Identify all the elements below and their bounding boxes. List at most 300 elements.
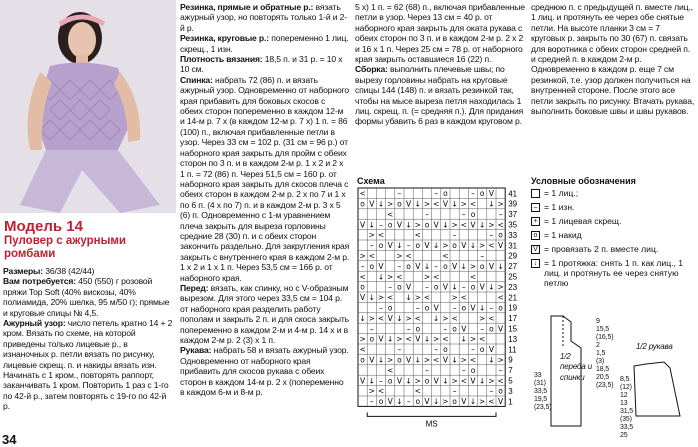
chart-cell-symbol: > xyxy=(423,272,431,282)
chart-row-number: 25 xyxy=(508,272,518,282)
chart-cell-symbol: V xyxy=(433,220,439,230)
chart-cell-symbol: ↓ xyxy=(405,376,412,386)
chart-cell-symbol: < xyxy=(359,189,366,199)
chart-cell-symbol: – xyxy=(452,386,457,396)
chart-cell-symbol: < xyxy=(442,251,449,261)
chart-cell-symbol: o xyxy=(498,386,503,396)
dimension-label: 2 xyxy=(596,342,600,349)
chart-cell-symbol: o xyxy=(424,220,430,230)
paragraph-heading: Резинка, круговые р.: xyxy=(180,33,269,44)
dimension-label: 25 xyxy=(620,432,628,439)
chart-cell-symbol: V xyxy=(442,199,448,209)
chart-cell-symbol: > xyxy=(423,355,431,365)
chart-cell-symbol: V xyxy=(442,282,448,292)
chart-cell-symbol: ↓ xyxy=(359,313,366,323)
chart-cell-symbol: ↓ xyxy=(488,355,495,365)
chart-cell-symbol: V xyxy=(498,324,504,334)
paragraph xyxy=(355,64,525,126)
legend-symbol xyxy=(531,189,540,198)
chart-cell-symbol: ↓ xyxy=(488,199,495,209)
dimension-label: 19,5 xyxy=(534,396,548,403)
dimension-label: (16,5) xyxy=(596,334,614,341)
chart-cell-symbol: o xyxy=(470,209,476,219)
dimension-label: 9 xyxy=(596,318,600,325)
chart-cell-symbol: < xyxy=(433,272,440,282)
dimension-label: (31) xyxy=(534,380,546,387)
chart-cell-symbol: > xyxy=(488,220,495,230)
chart-cell-symbol: o xyxy=(489,324,494,334)
chart-cell-symbol: – xyxy=(425,365,429,375)
chart-cell-symbol: o xyxy=(470,282,476,292)
chart-cell-symbol: < xyxy=(359,345,366,355)
model-title: Модель 14 xyxy=(4,218,83,235)
paragraph-heading: Перед: xyxy=(180,282,209,293)
chart-cell-symbol: ↓ xyxy=(396,313,403,323)
model-subtitle-2: ромбами xyxy=(4,248,56,260)
chart-cell-symbol: o xyxy=(443,345,448,355)
legend-symbol: o xyxy=(531,231,540,240)
paragraph xyxy=(180,33,350,54)
chart-cell-symbol: V xyxy=(415,261,421,271)
dimension-label: 33 xyxy=(534,372,542,379)
chart-cell-symbol: > xyxy=(497,282,504,292)
chart-cell-symbol: > xyxy=(359,251,366,261)
chart-cell-symbol: V xyxy=(470,376,476,386)
chart-cell-symbol: ↓ xyxy=(387,334,394,344)
chart-row-number: 39 xyxy=(508,199,518,209)
paragraph-text: вязать ажурный узор, но повторять только 1-й и 2-й р. xyxy=(180,2,347,33)
legend-symbol: ↓ xyxy=(531,259,540,268)
chart-cell-symbol: > xyxy=(387,272,394,282)
chart-cell-symbol: V xyxy=(396,220,402,230)
chart-cell-symbol: V xyxy=(360,293,366,303)
chart-cell-symbol: > xyxy=(368,313,375,323)
chart-cell-symbol: V xyxy=(406,355,412,365)
chart-cell-symbol: – xyxy=(452,230,457,240)
chart-cell-symbol: V xyxy=(442,355,448,365)
chart-cell-symbol: > xyxy=(377,293,385,303)
chart-cell-symbol: ↓ xyxy=(368,376,375,386)
column-1 xyxy=(3,266,175,434)
chart-cell-symbol: o xyxy=(387,220,393,230)
chart-cell-symbol: o xyxy=(397,282,402,292)
chart-cell-symbol: > xyxy=(359,334,366,344)
chart-cell-symbol: V xyxy=(360,376,366,386)
chart-cell-symbol: V xyxy=(387,313,393,323)
chart-cell-symbol: o xyxy=(479,261,485,271)
chart-cell-symbol: > xyxy=(387,355,394,365)
rapport-bracket xyxy=(367,412,496,416)
chart-cell-symbol: o xyxy=(369,261,375,271)
chart-cell-symbol: V xyxy=(479,282,485,292)
chart-cell-symbol: V xyxy=(470,303,476,313)
chart-cell-symbol: o xyxy=(397,355,402,365)
chart-cell-symbol: > xyxy=(414,376,421,386)
paragraph-text: выполнить плечевые швы; по вырезу горловины набрать на круговые спицы 144 (148) п. и вязать резинкой так, чтобы на мысе выреза петля находилась 1 лиц. скрещ. п. (= средняя п.). Для придания формы убавить 6 раз в каждом круговом р. xyxy=(355,64,524,127)
chart-cell-symbol: ↓ xyxy=(368,220,375,230)
chart-cell-symbol: > xyxy=(497,199,504,209)
chart-cell-symbol: V xyxy=(387,241,393,251)
chart-cell-symbol: V xyxy=(369,355,375,365)
chart-cell-symbol: < xyxy=(368,251,375,261)
body-schematic-label: 1/2 переда и спинки xyxy=(560,352,592,382)
paragraph-text: попеременно 1 лиц. скрещ., 1 изн. xyxy=(180,33,349,54)
paragraph xyxy=(180,345,350,397)
paragraph-text: набрать 58 и вязать ажурный узор. Одновременно от наборного края прибавить для скосов рукава с обеих сторон в каждом 14-м р. 2 х (попеременно в каждом 6-м и 8-м р. xyxy=(180,345,349,398)
chart-cell-symbol: V xyxy=(433,376,439,386)
paragraph xyxy=(180,2,350,33)
chart-cell-symbol: o xyxy=(498,303,503,313)
chart-cell-symbol: – xyxy=(406,397,411,407)
dimension-label: (12) xyxy=(620,384,632,391)
paragraph xyxy=(355,2,525,64)
column-3 xyxy=(355,2,525,168)
chart-cell-symbol: ↓ xyxy=(479,220,486,230)
paragraph-heading: Резинка, прямые и обратные р.: xyxy=(180,2,314,12)
chart-row-number: 31 xyxy=(508,241,518,251)
chart-cell-symbol: – xyxy=(452,303,457,313)
dimension-label: (3) xyxy=(596,358,605,365)
chart-row-number: 21 xyxy=(508,293,518,303)
chart-cell-symbol: V xyxy=(387,397,393,407)
chart-cell-symbol: o xyxy=(406,261,411,271)
chart-cell-symbol: ↓ xyxy=(451,282,458,292)
chart-cell-symbol: < xyxy=(405,334,412,344)
chart-cell-symbol: > xyxy=(442,397,449,407)
chart-row-number: 7 xyxy=(508,366,513,376)
chart-row-number: 35 xyxy=(508,220,518,230)
chart-cell-symbol: o xyxy=(452,397,457,407)
chart-cell-symbol: V xyxy=(369,199,375,209)
sleeve-dims xyxy=(620,376,696,440)
chart-cell-symbol: < xyxy=(423,293,431,303)
chart-cell-symbol: – xyxy=(489,230,494,240)
chart-cell-symbol: ↓ xyxy=(368,293,375,303)
legend-symbol: V xyxy=(531,245,540,254)
chart-cell-symbol: < xyxy=(497,220,504,230)
dimension-label: (23,5) xyxy=(596,382,614,389)
chart-cell-symbol: V xyxy=(470,220,476,230)
legend-text: = 1 лиц.; xyxy=(544,188,579,198)
paragraph xyxy=(180,283,350,345)
chart-cell-symbol: o xyxy=(424,303,430,313)
legend-title: Условные обозначения xyxy=(531,176,636,186)
paragraph xyxy=(180,54,350,75)
chart-cell-symbol: < xyxy=(433,355,440,365)
chart-cell-symbol: – xyxy=(406,241,411,251)
chart-cell-symbol: > xyxy=(479,313,486,323)
chart-cell-symbol: > xyxy=(414,293,421,303)
dimension-label: 15,5 xyxy=(596,326,610,333)
chart-cell-symbol: < xyxy=(469,272,477,282)
model-photo xyxy=(0,0,176,213)
column-2 xyxy=(180,2,350,442)
chart-cell-symbol: < xyxy=(488,241,495,251)
chart-cell-symbol: < xyxy=(377,230,385,240)
chart-cell-symbol: o xyxy=(433,282,439,292)
chart-cell-symbol: > xyxy=(488,376,495,386)
paragraph xyxy=(3,276,175,318)
chart-row-number: 17 xyxy=(508,314,518,324)
paragraph-text: 450 (550) г розовой пряжи Top Soft (40% вискозы, 40% полиамида, 20% шелка, 95 м/50 г); прямые и круговые спицы № 4,5. xyxy=(3,276,170,318)
woman-in-lilac-sweater-icon xyxy=(0,0,176,213)
chart-cell-symbol: ↓ xyxy=(469,397,477,407)
chart-cell-symbol: – xyxy=(397,345,402,355)
chart-row-number: 13 xyxy=(508,334,518,344)
chart-cell-symbol: – xyxy=(489,303,494,313)
paragraph-heading: Плотность вязания: xyxy=(180,54,263,65)
chart-cell-symbol: ↓ xyxy=(488,282,495,292)
chart-cell-symbol: – xyxy=(397,189,402,199)
chart-cell-symbol: – xyxy=(480,251,485,261)
chart-cell-symbol: o xyxy=(443,189,448,199)
chart-cell-symbol: – xyxy=(480,324,485,334)
chart-cell-symbol: > xyxy=(460,355,467,365)
chart-cell-symbol: V xyxy=(406,199,412,209)
dimension-label: 1,5 xyxy=(596,350,606,357)
chart-cell-symbol: ↓ xyxy=(451,199,458,209)
chart-cell-symbol: V xyxy=(488,345,494,355)
chart-cell-symbol: < xyxy=(359,272,366,282)
chart-row-number: 19 xyxy=(508,303,518,313)
chart-cell-symbol: < xyxy=(387,365,394,375)
chart-cell-symbol: V xyxy=(415,334,421,344)
chart-cell-symbol: – xyxy=(461,282,466,292)
chart-cell-symbol: – xyxy=(379,303,383,313)
paragraph-heading: Размеры: xyxy=(3,266,43,276)
chart-cell-symbol: o xyxy=(415,324,421,334)
paragraph-text: среднюю п. с предыдущей п. вместе лиц., 1 лиц. и протянуть ее через обе снятые петли. На высоте планки 3 см = 7 круговых р. закрыть по 30 (67) п. связать для воротника с обеих сторон средней п. и средней п. в каждом 2-м р. Одновременно в каждом р. еще 7 см резинкой, т.е. узор должен получиться на внутренней стороне. После этого все петли закрыть по рисунку. Втачать рукава, выполнить боковые швы и швы рукавов. xyxy=(531,2,695,117)
paragraph-heading: Спинка: xyxy=(180,74,213,85)
body-dims-2 xyxy=(534,372,556,412)
legend-text: = провязать 2 п. вместе лиц. xyxy=(544,244,659,254)
chart-cell-symbol: o xyxy=(360,355,365,365)
chart-cell-symbol: – xyxy=(489,386,494,396)
knitting-chart xyxy=(356,186,530,432)
chart-cell-symbol: > xyxy=(469,261,477,271)
chart-cell-symbol: < xyxy=(387,209,394,219)
chart-cell-symbol: – xyxy=(434,345,439,355)
legend-text: = 1 изн. xyxy=(544,202,575,212)
legend-text: = 1 протяжка: снять 1 п. как лиц., 1 лиц. и протянуть ее через снятую петлю xyxy=(544,258,684,288)
chart-cell-symbol: > xyxy=(451,220,458,230)
paragraph-text: вязать, как спинку, но с V-образным вырезом. Для этого через 33,5 см = 104 р. от наборного края разделить работу пополам и закрыть 2 п. и для скоса закрыть попеременно в каждом 2-м и 4-м р. 14 х и в каждом 2-м р. 2 (3) х 1 п. xyxy=(180,282,349,345)
chart-cell-symbol: V xyxy=(406,282,412,292)
chart-cell-symbol: o xyxy=(397,199,402,209)
chart-cell-symbol: – xyxy=(471,345,475,355)
chart-cell-symbol: – xyxy=(379,220,383,230)
chart-cell-symbol: > xyxy=(396,251,403,261)
chart-cell-symbol: o xyxy=(360,199,365,209)
chart-cell-symbol: ↓ xyxy=(405,293,412,303)
chart-cell-symbol: ↓ xyxy=(433,313,440,323)
chart-cell-symbol: V xyxy=(498,397,504,407)
paragraph-text: 5 х) 1 п. = 62 (68) п., включая прибавленные петли в узор. Через 13 см = 40 р. от наборного края закрыть для оката рукава с обеих сторон по 3 п. и в каждом 2-м р. 2 х 2 и 16 х 1 п. Через 25 см = 78 р. от наборного края закрыть оставшиеся 16 (22) п. xyxy=(355,2,525,65)
chart-cell-symbol: > xyxy=(423,199,431,209)
chart-cell-symbol: < xyxy=(414,386,421,396)
chart-cell-symbol: V xyxy=(424,397,430,407)
chart-cell-symbol: < xyxy=(460,376,467,386)
rapport-label: MS xyxy=(425,419,438,429)
chart-cell-symbol: > xyxy=(469,334,477,344)
chart-cell-symbol: V xyxy=(378,261,384,271)
chart-cell-symbol: > xyxy=(414,220,421,230)
chart-cell-symbol: o xyxy=(369,334,375,344)
legend-symbol: – xyxy=(531,203,540,212)
chart-cell-symbol: V xyxy=(424,241,430,251)
chart-cell-symbol: > xyxy=(442,313,449,323)
chart-title: Схема xyxy=(357,176,385,186)
paragraph-heading: Ажурный узор: xyxy=(3,318,66,329)
chart-cell-symbol: < xyxy=(396,272,403,282)
chart-cell-symbol: ↓ xyxy=(377,272,385,282)
column-4 xyxy=(531,2,695,168)
chart-cell-symbol: – xyxy=(388,282,393,292)
chart-cell-symbol: < xyxy=(414,230,421,240)
chart-cell-symbol: V xyxy=(433,303,439,313)
chart-row-number: 23 xyxy=(508,282,518,292)
chart-cell-symbol: V xyxy=(396,376,402,386)
chart-cell-symbol: – xyxy=(406,324,411,334)
chart-cell-symbol: < xyxy=(469,199,477,209)
chart-row-number: 27 xyxy=(508,262,518,272)
chart-cell-symbol: > xyxy=(368,230,375,240)
chart-cell-symbol: < xyxy=(460,293,467,303)
chart-cell-symbol: > xyxy=(479,241,486,251)
chart-cell-symbol: ↓ xyxy=(414,355,421,365)
dimension-label: 13 xyxy=(620,400,628,407)
chart-cell-symbol: > xyxy=(433,334,440,344)
paragraph-text: 18,5 п. и 31 р. = 10 х 10 см. xyxy=(180,54,343,75)
chart-cell-symbol: ↓ xyxy=(451,355,458,365)
page-number: 34 xyxy=(2,432,17,447)
chart-row-number: 9 xyxy=(508,355,513,365)
chart-cell-symbol: < xyxy=(405,251,412,261)
chart-row-number: 5 xyxy=(508,376,513,386)
chart-cell-symbol: > xyxy=(497,355,504,365)
dimension-label: 18,5 xyxy=(596,366,610,373)
chart-cell-symbol: o xyxy=(498,230,503,240)
dimension-label: 20,5 xyxy=(596,374,610,381)
chart-cell-symbol: > xyxy=(396,334,403,344)
chart-cell-symbol: o xyxy=(387,376,393,386)
chart-cell-symbol: ↓ xyxy=(433,241,440,251)
body-dims xyxy=(596,318,618,390)
chart-cell-symbol: V xyxy=(488,189,494,199)
chart-cell-symbol: V xyxy=(488,261,494,271)
dimension-label: 33,5 xyxy=(620,424,634,431)
chart-cell-symbol: o xyxy=(387,303,393,313)
dimension-label: (23,5) xyxy=(534,404,552,411)
chart-cell-symbol: ↓ xyxy=(423,261,431,271)
chart-cell-symbol: – xyxy=(498,365,503,375)
chart-cell-symbol: V xyxy=(360,220,366,230)
paragraph xyxy=(3,318,175,412)
chart-cell-symbol: < xyxy=(460,220,467,230)
chart-cell-symbol: ↓ xyxy=(396,397,403,407)
chart-cell-symbol: V xyxy=(452,261,458,271)
dimension-label: 33,5 xyxy=(534,388,548,395)
chart-cell-symbol: – xyxy=(369,397,374,407)
chart-cell-symbol: ↓ xyxy=(442,376,449,386)
chart-row-number: 41 xyxy=(508,189,518,199)
chart-cell-symbol: – xyxy=(434,189,439,199)
chart-cell-symbol: > xyxy=(368,386,375,396)
chart-cell-symbol: < xyxy=(377,313,385,323)
chart-cell-symbol: > xyxy=(405,313,412,323)
chart-cell-symbol: ↓ xyxy=(377,355,385,365)
chart-row-number: 33 xyxy=(508,230,518,240)
chart-cell-symbol: – xyxy=(498,209,503,219)
chart-cell-symbol: – xyxy=(443,324,448,334)
chart-cell-symbol: ↓ xyxy=(497,261,504,271)
chart-cell-symbol: ↓ xyxy=(479,376,486,386)
dimension-label: 12 xyxy=(620,392,628,399)
chart-cell-symbol: – xyxy=(461,365,466,375)
chart-cell-symbol: < xyxy=(433,199,440,209)
chart-cell-symbol: < xyxy=(497,293,504,303)
paragraph-text: 36/38 (42/44) xyxy=(42,266,95,276)
paragraph xyxy=(531,2,695,116)
dimension-label: 31,5 xyxy=(620,408,634,415)
chart-cell-symbol: < xyxy=(387,293,394,303)
chart-row-number: 29 xyxy=(508,251,518,261)
chart-cell-symbol: – xyxy=(434,261,439,271)
paragraph-heading: Сборка: xyxy=(355,64,388,75)
chart-cell-symbol: o xyxy=(452,241,457,251)
chart-cell-symbol: o xyxy=(479,345,485,355)
chart-cell-symbol: > xyxy=(387,199,394,209)
paragraph-text: число петель кратно 14 + 2 кром. Вязать по схеме, на которой приведены только лицевые р., в изнаночных р. петли вязать по рисунку, лицевые скрещ. п. и накиды вязать изн. Начинать с 1 кром., повторять раппорт, заканчивать 1 кром. Повторить 1 раз с 1-го по 42-й р., затем повторять с 19-го по 42-й р. xyxy=(3,318,173,412)
chart-cell-symbol: < xyxy=(488,397,495,407)
chart-cell-symbol: – xyxy=(369,324,374,334)
chart-cell-symbol: ↓ xyxy=(423,334,431,344)
chart-cell-symbol: > xyxy=(442,241,449,251)
legend-text: = 1 накид xyxy=(544,230,582,240)
dimension-label: 8,5 xyxy=(620,376,630,383)
chart-cell-symbol: ↓ xyxy=(396,241,403,251)
chart-cell-symbol: o xyxy=(461,303,467,313)
chart-cell-symbol: ↓ xyxy=(469,241,477,251)
chart-cell-symbol: ↓ xyxy=(442,220,449,230)
chart-row-number: 15 xyxy=(508,324,518,334)
chart-cell-symbol: – xyxy=(379,376,383,386)
chart-cell-symbol: < xyxy=(377,386,385,396)
chart-cell-symbol: ↓ xyxy=(414,199,421,209)
chart-cell-symbol: o xyxy=(479,189,485,199)
chart-cell-symbol: > xyxy=(451,293,458,303)
chart-cell-symbol: ↓ xyxy=(377,199,385,209)
chart-row-number: 3 xyxy=(508,386,513,396)
chart-cell-symbol: – xyxy=(461,209,466,219)
chart-row-number: 37 xyxy=(508,210,518,220)
chart-cell-symbol: < xyxy=(497,376,504,386)
paragraph-heading: Вам потребуется: xyxy=(3,276,76,287)
chart-cell-symbol: V xyxy=(461,324,467,334)
chart-cell-symbol: ↓ xyxy=(479,303,486,313)
legend-symbol: + xyxy=(531,217,540,226)
chart-cell-symbol: < xyxy=(469,355,477,365)
chart-cell-symbol: – xyxy=(425,209,429,219)
chart-cell-symbol: – xyxy=(415,303,420,313)
chart-cell-symbol: – xyxy=(369,241,374,251)
chart-cell-symbol: > xyxy=(451,376,458,386)
chart-cell-symbol: V xyxy=(461,397,467,407)
chart-cell-symbol: – xyxy=(360,261,365,271)
chart-cell-symbol: < xyxy=(479,334,486,344)
chart-cell-symbol: < xyxy=(414,313,421,323)
sleeve-schematic-label: 1/2 рукава xyxy=(636,342,673,351)
